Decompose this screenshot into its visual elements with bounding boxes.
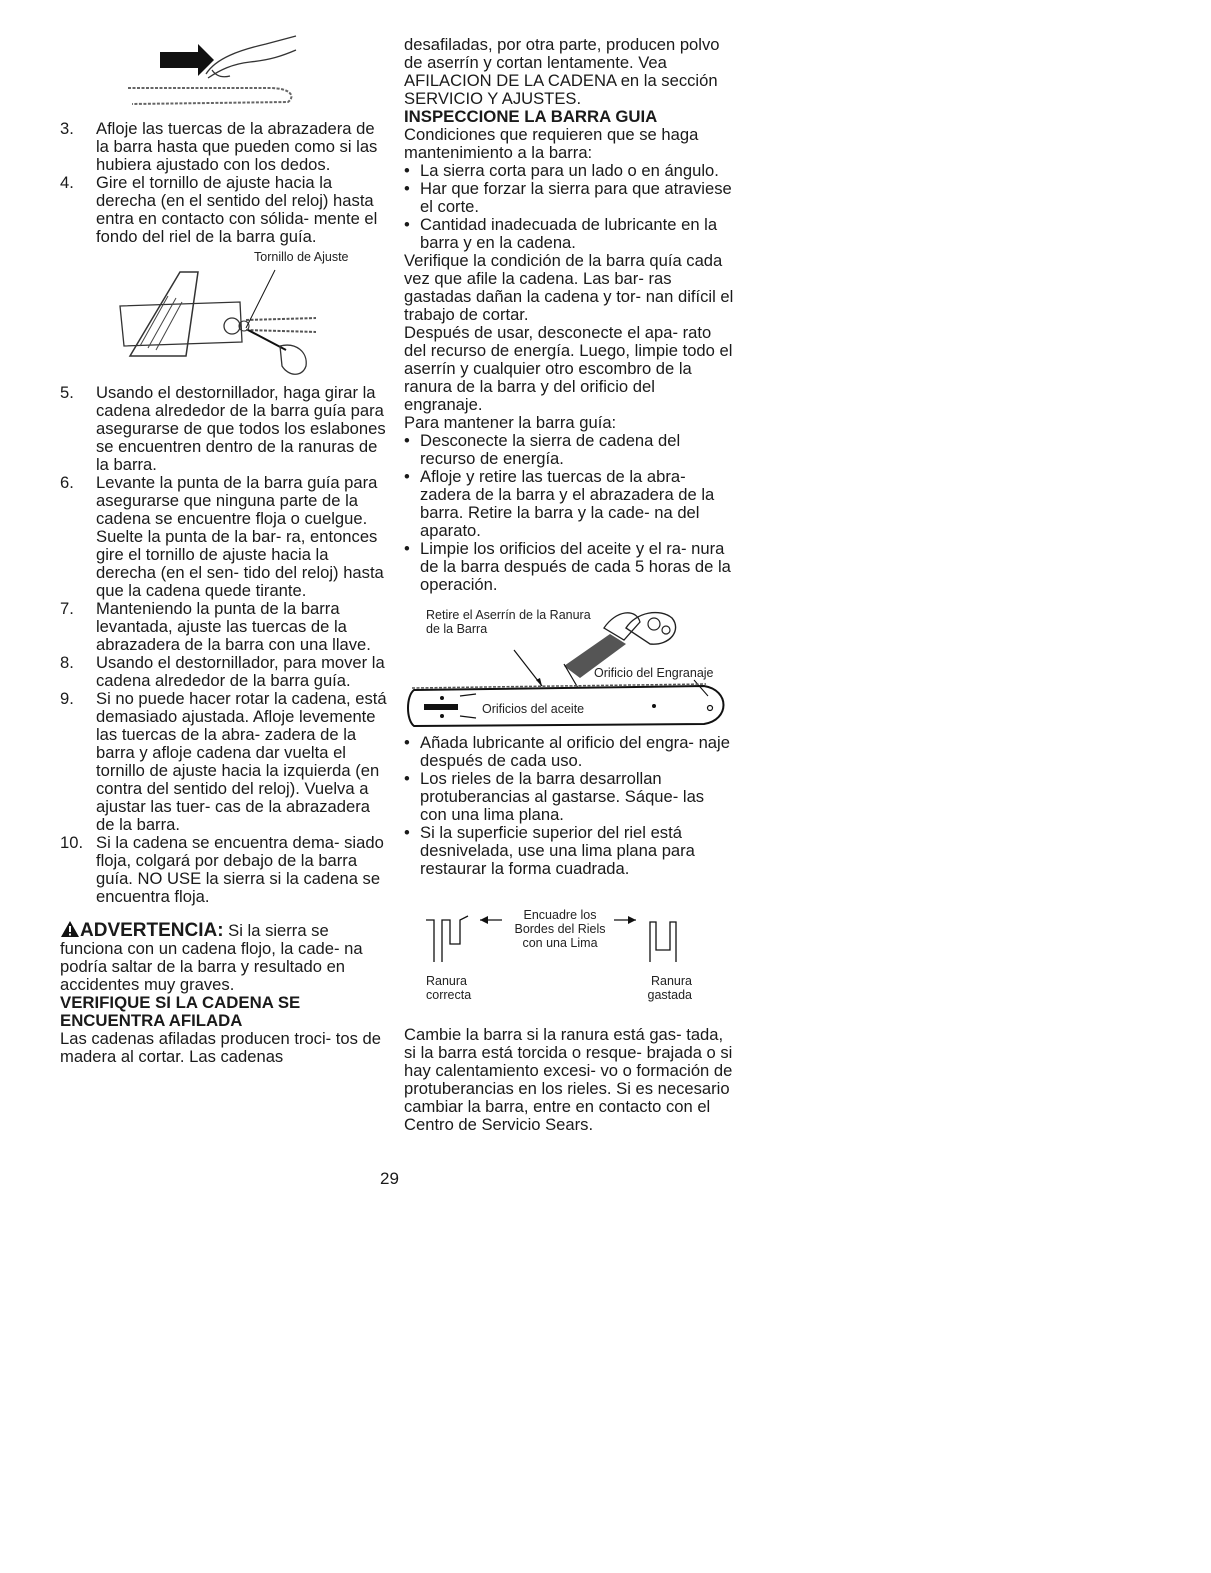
step-text: Usando el destornillador, para mover la cadena alrededor de la barra guía. <box>96 653 385 690</box>
warning-block <box>60 920 390 994</box>
bullet-text: Cantidad inadecuada de lubricante en la barra y en la cadena. <box>420 215 718 252</box>
list-item <box>60 474 390 600</box>
step-text: Manteniendo la punta de la barra levantada, ajuste las tuercas de la abrazadera de la barra con una llave. <box>96 599 371 654</box>
page-number: 29 <box>380 1169 399 1188</box>
list-item: • Añada lubricante al orificio del engra- naje después de cada uso. <box>404 734 734 770</box>
list-item: • La sierra corta para un lado o en ángulo. <box>404 162 734 180</box>
paragraph-check: Verifique la condición de la barra quía cada vez que afile la cadena. Las bar- ras gastadas dañan la cadena y tor- nan difícil el trabajo de cortar. <box>404 251 734 324</box>
chain-hand-illustration <box>120 30 300 110</box>
label-sawdust: Retire el Aserrín de la Ranura de la Barra <box>426 608 591 636</box>
list-item <box>60 690 390 834</box>
step-text: Si no puede hacer rotar la cadena, está demasiado ajustada. Afloje levemente las tuercas de la abra- zadera de la barra y afloje cadena dar vuelta el tornillo de ajuste hacia la izquierda (en contra del sentido del reloj). Vuelva a ajustar las tuer- cas de la abrazadera de la barra. <box>96 689 387 834</box>
label-correct-groove: Ranura correcta <box>426 974 472 1002</box>
right-column <box>404 36 734 1134</box>
adjusting-screw-illustration <box>60 246 390 384</box>
list-item: • Afloje y retire las tuercas de la abra- zadera de la barra y el abrazadera de la barra. Retire la barra y la cade- na del aparato. <box>404 468 734 540</box>
bullet-text: La sierra corta para un lado o en ángulo. <box>420 161 719 180</box>
step-number: 7. <box>60 599 74 618</box>
list-item <box>60 654 390 690</box>
warning-triangle-icon <box>60 920 80 938</box>
label-square-rails: Encuadre los Bordes del Riels con una Lima <box>514 908 606 950</box>
warning-title: ADVERTENCIA: <box>80 920 224 941</box>
list-item: • Si la superficie superior del riel está desnivelada, use una lima plana para restaurar la forma cuadrada. <box>404 824 734 878</box>
step-number: 9. <box>60 689 74 708</box>
list-item: • Los rieles de la barra desarrollan protuberancias al gastarse. Sáque- las con una lima plana. <box>404 770 734 824</box>
list-item: • Limpie los orificios del aceite y el ra- nura de la barra después de cada 5 horas de la operación. <box>404 540 734 594</box>
paragraph-intro: Condiciones que requieren que se haga mantenimiento a la barra: <box>404 125 699 162</box>
step-number: 6. <box>60 473 74 492</box>
bullet-text: Limpie los orificios del aceite y el ra- nura de la barra después de cada 5 horas de la operación. <box>420 539 731 594</box>
step-text: Afloje las tuercas de la abrazadera de la barra hasta que pueden como si las hubiera ajustado con los dedos. <box>96 119 378 174</box>
heading-sharp-chain: VERIFIQUE SI LA CADENA SE ENCUENTRA AFILADA <box>60 993 301 1030</box>
step-text: Si la cadena se encuentra dema- siado floja, colgará por debajo de la barra guía. NO USE la sierra si la cadena se encuentra floja. <box>96 833 384 906</box>
paragraph-maintain-intro: Para mantener la barra guía: <box>404 413 617 432</box>
rail-groove-illustration <box>404 906 734 1014</box>
label-worn-groove: Ranura gastada <box>647 974 692 1002</box>
bullet-text: Si la superficie superior del riel está desnivelada, use una lima plana para restaurar la forma cuadrada. <box>420 823 695 878</box>
paragraph-after-use: Después de usar, desconecte el apa- rato del recurso de energía. Luego, limpie todo el aserrín y cualquier otro escombro de la ranura de la barra y del orificio del engranaje. <box>404 323 733 414</box>
step-number: 10. <box>60 833 84 852</box>
paragraph-sharp: Las cadenas afiladas producen troci- tos de madera al cortar. Las cadenas <box>60 1029 382 1066</box>
heading-inspect-bar: INSPECCIONE LA BARRA GUIA <box>404 107 658 126</box>
step-text: Levante la punta de la barra guía para asegurarse que ninguna parte de la cadena se encuentre floja o cuelgue. Suelte la punta de la bar- ra, entonces gire el tornillo de ajuste hacia la derecha (en el sen- tido del reloj) hasta que la cadena quede tirante. <box>96 473 384 600</box>
list-item <box>60 834 390 906</box>
step-text: Usando el destornillador, haga girar la cadena alrededor de la barra guía para asegurarse de que todos los eslabones se encuentren dentro de la ranuras de la barra. <box>96 383 386 474</box>
paragraph-replace: Cambie la barra si la ranura está gas- tada, si la barra está torcida o resque- brajada o si hay calentamiento excesi- vo o formación de protuberancias en los rieles. Si es necesario cambiar la barra, entre en contacto con el Centro de Servicio Sears. <box>404 1025 733 1134</box>
bullet-text: Afloje y retire las tuercas de la abra- zadera de la barra y el abrazadera de la barra. Retire la barra y la cade- na del aparato. <box>420 467 715 540</box>
bullet-text: Añada lubricante al orificio del engra- naje después de cada uso. <box>420 733 730 770</box>
hand-arrow-icon <box>120 30 300 110</box>
list-item <box>60 600 390 654</box>
bullet-text: Desconecte la sierra de cadena del recurso de energía. <box>420 431 681 468</box>
step-number: 5. <box>60 383 74 402</box>
warning-text: Si la sierra se funciona con un cadena flojo, la cade- na podría saltar de la barra y resultado en accidentes muy graves. <box>60 921 363 994</box>
step-number: 3. <box>60 119 74 138</box>
list-item <box>60 120 390 174</box>
list-item <box>60 174 390 246</box>
step-text: Gire el tornillo de ajuste hacia la derecha (en el sentido del reloj) hasta entra en contacto con sólida- mente el fondo del riel de la barra guía. <box>96 173 378 246</box>
list-item: • Desconecte la sierra de cadena del recurso de energía. <box>404 432 734 468</box>
list-item: • Cantidad inadecuada de lubricante en la barra y en la cadena. <box>404 216 734 252</box>
paragraph-continued: desafiladas, por otra parte, producen polvo de aserrín y cortan lentamente. Vea AFILACION DE LA CADENA en la sección SERVICIO Y AJUSTES. <box>404 35 720 108</box>
left-column <box>60 120 390 1066</box>
list-item <box>60 384 390 474</box>
guide-bar-illustration <box>404 600 734 730</box>
bullet-text: Los rieles de la barra desarrollan protuberancias al gastarse. Sáque- las con una lima plana. <box>420 769 705 824</box>
chainsaw-screwdriver-icon <box>60 246 390 384</box>
label-sprocket-hole: Orificio del Engranaje <box>594 666 714 680</box>
label-oil-holes: Orificios del aceite <box>482 702 585 716</box>
list-item: • Har que forzar la sierra para que atraviese el corte. <box>404 180 734 216</box>
figure-label: Tornillo de Ajuste <box>254 250 349 264</box>
step-number: 4. <box>60 173 74 192</box>
bullet-text: Har que forzar la sierra para que atraviese el corte. <box>420 179 732 216</box>
step-number: 8. <box>60 653 74 672</box>
